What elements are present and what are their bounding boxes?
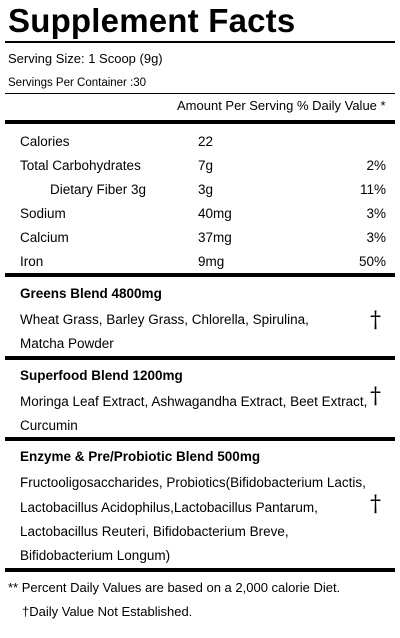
nutrient-amount: 7g — [198, 158, 214, 173]
nutrient-dv: 3% — [366, 230, 386, 245]
blend-title: Superfood Blend 1200mg — [20, 368, 183, 383]
dagger-symbol: † — [370, 308, 381, 333]
nutrient-name: Calcium — [20, 230, 69, 245]
nutrient-dv: 50% — [358, 254, 386, 269]
nutrient-name: Dietary Fiber 3g — [50, 182, 147, 197]
servings-per-container: Servings Per Container :30 — [8, 77, 147, 89]
nutrient-name: Calories — [20, 134, 70, 149]
blend-ingredients: Lactobacillus Acidophilus,Lactobacillus Pantarum, — [20, 500, 318, 515]
blend-ingredients: Lactobacillus Reuteri, Bifidobacterium Breve, — [20, 524, 289, 539]
thick-divider — [5, 437, 395, 441]
label-title: Supplement Facts — [8, 2, 296, 39]
nutrient-amount: 40mg — [198, 206, 232, 221]
dagger-symbol: † — [370, 492, 381, 517]
nutrient-name: Iron — [20, 254, 44, 269]
footnote-daily-values: ** Percent Daily Values are based on a 2,000 calorie Diet. — [8, 580, 341, 595]
nutrient-name: Total Carbohydrates — [20, 158, 141, 173]
blend-ingredients: Wheat Grass, Barley Grass, Chlorella, Spirulina, — [20, 312, 309, 327]
blend-ingredients: Curcumin — [20, 418, 78, 433]
nutrient-dv: 3% — [366, 206, 386, 221]
dagger-symbol: † — [370, 384, 381, 409]
nutrient-name: Sodium — [20, 206, 66, 221]
nutrient-amount: 9mg — [198, 254, 225, 269]
nutrient-dv: 2% — [366, 158, 386, 173]
nutrient-amount: 3g — [198, 182, 214, 197]
thick-divider — [5, 356, 395, 360]
thick-divider — [5, 273, 395, 277]
blend-ingredients: Bifidobacterium Longum) — [20, 548, 171, 563]
thick-divider — [5, 120, 395, 124]
serving-size: Serving Size: 1 Scoop (9g) — [8, 51, 163, 66]
blend-ingredients: Matcha Powder — [20, 336, 114, 351]
nutrient-amount: 37mg — [198, 230, 232, 245]
blend-title: Greens Blend 4800mg — [20, 286, 162, 301]
blend-ingredients: Moringa Leaf Extract, Ashwagandha Extract, Beet Extract, — [20, 394, 368, 409]
blend-ingredients: Fructooligosaccharides, Probiotics(Bifidobacterium Lactis, — [20, 475, 366, 490]
nutrient-amount: 22 — [198, 134, 214, 149]
divider — [5, 41, 395, 43]
thick-divider — [5, 568, 395, 572]
blend-title: Enzyme & Pre/Probiotic Blend 500mg — [20, 449, 261, 464]
nutrient-dv: 11% — [359, 182, 386, 197]
column-header: Amount Per Serving % Daily Value * — [177, 98, 386, 113]
divider — [5, 93, 395, 94]
footnote-not-established: †Daily Value Not Established. — [22, 604, 193, 619]
